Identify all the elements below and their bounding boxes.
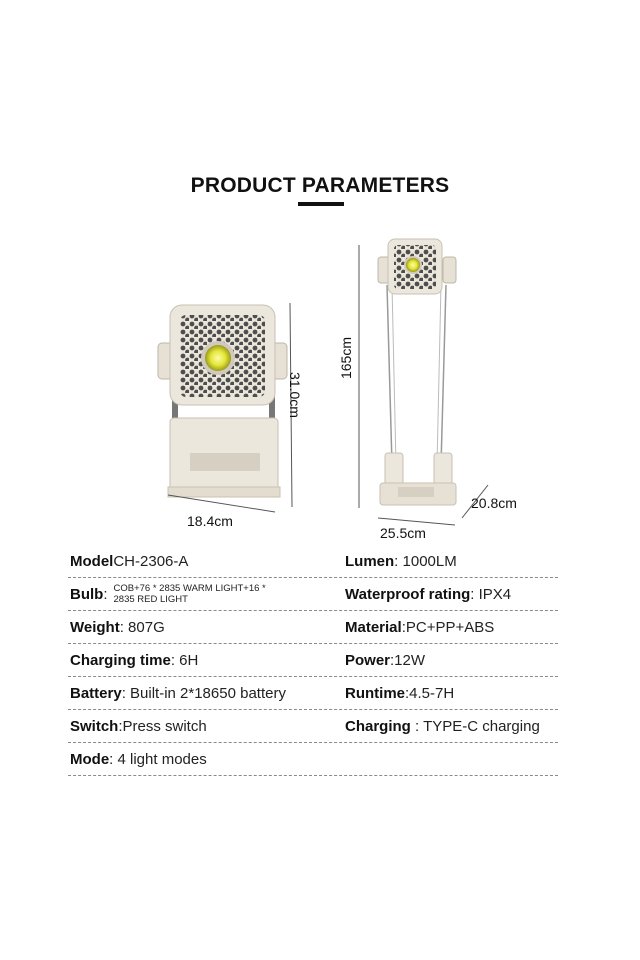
param-value: :4.5-7H	[405, 684, 455, 702]
param-row	[68, 578, 558, 611]
param-row	[68, 611, 558, 644]
bulb-detail-line2: 2835 RED LIGHT	[113, 594, 188, 605]
param-material	[345, 611, 560, 643]
param-value: : Built-in 2*18650 battery	[121, 684, 286, 702]
param-lumen	[345, 545, 560, 577]
product-illustration	[0, 225, 640, 555]
param-charging-time	[70, 644, 332, 676]
param-value: :PC+PP+ABS	[401, 618, 495, 636]
param-row	[68, 644, 558, 677]
param-value: : IPX4	[470, 585, 512, 603]
param-label: Waterproof rating	[345, 585, 471, 603]
param-row	[68, 710, 558, 743]
param-label: Battery	[70, 684, 122, 702]
tall-height-label: 165cm	[338, 336, 355, 380]
param-row	[68, 545, 558, 578]
param-label: Charging time	[70, 651, 171, 669]
small-lamp	[158, 303, 292, 512]
tall-width-label: 25.5cm	[380, 525, 426, 541]
param-row	[68, 677, 558, 710]
param-row	[68, 743, 558, 776]
param-runtime	[345, 677, 560, 709]
param-label: Material	[345, 618, 402, 636]
param-label: Lumen	[345, 552, 395, 570]
param-label: Power	[345, 651, 391, 669]
param-label: Mode	[70, 750, 110, 768]
param-switch	[70, 710, 332, 742]
param-value: :	[103, 585, 108, 603]
small-width-label: 18.4cm	[187, 513, 233, 529]
bulb-detail-line1: COB+76 * 2835 WARM LIGHT+16 *	[113, 583, 266, 594]
tall-depth-label: 20.8cm	[471, 495, 517, 511]
param-weight	[70, 611, 332, 643]
param-label: Model	[70, 552, 114, 570]
param-value: : 1000LM	[394, 552, 457, 570]
tall-lamp	[359, 239, 488, 525]
param-value: : TYPE-C charging	[410, 717, 540, 735]
param-label: Bulb	[70, 585, 104, 603]
param-charging	[345, 710, 560, 742]
param-label: Switch	[70, 717, 119, 735]
parameters-table	[68, 545, 558, 776]
param-waterproof	[345, 578, 560, 610]
param-model	[70, 545, 332, 577]
bulb-detail	[114, 583, 266, 605]
param-value: :12W	[390, 651, 426, 669]
param-label: Runtime	[345, 684, 405, 702]
param-battery	[70, 677, 332, 709]
page-title: PRODUCT PARAMETERS	[190, 174, 450, 197]
param-value: : 4 light modes	[109, 750, 207, 768]
param-value: : 6H	[170, 651, 199, 669]
param-value: CH-2306-A	[113, 552, 189, 570]
param-value: : 807G	[119, 618, 165, 636]
small-height-label: 31.0cm	[286, 372, 303, 418]
param-label: Weight	[70, 618, 120, 636]
param-power	[345, 644, 560, 676]
param-label: Charging	[345, 717, 411, 735]
param-mode	[70, 743, 332, 775]
param-bulb	[70, 578, 332, 610]
title-underline	[298, 202, 344, 206]
param-value: :Press switch	[118, 717, 207, 735]
